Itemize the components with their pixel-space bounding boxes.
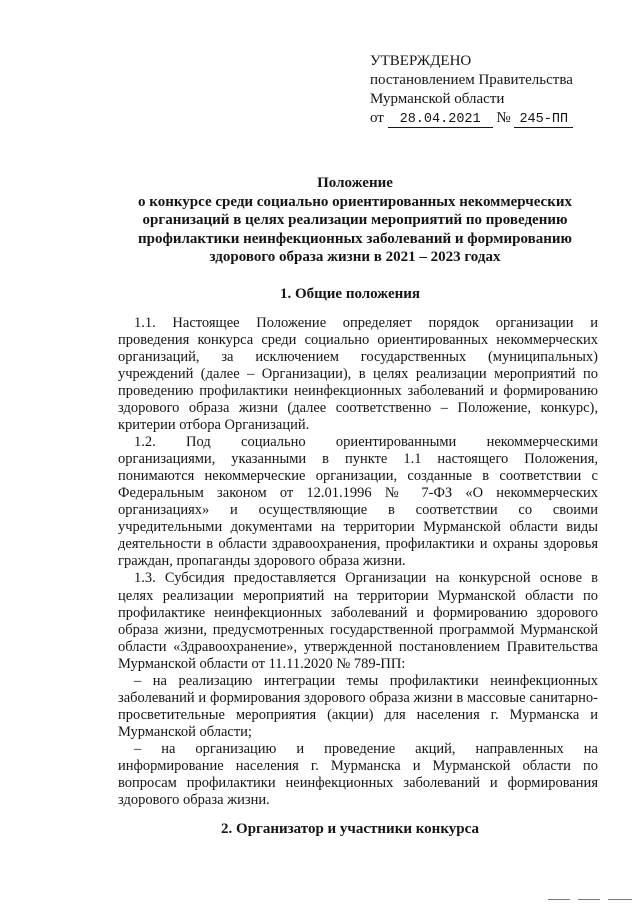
title-line: о конкурсе среди социально ориентированных некоммерческих (138, 193, 572, 210)
paragraph-line: критерии отбора Организаций. (118, 416, 310, 433)
approval-heading: УТВЕРЖДЕНО (370, 53, 472, 69)
paragraph-line: проведению профилактики неинфекционных заболеваний и формированию (118, 382, 598, 399)
date-prefix: от (370, 110, 384, 126)
paragraph-1-2 (118, 434, 598, 571)
approval-date-line (370, 109, 632, 128)
paragraph-1-1 (118, 315, 598, 434)
paragraph-line: – на организацию и проведение акций, направленных на (134, 741, 598, 758)
paragraph-line: Федеральным законом от 12.01.1996 № 7-ФЗ «О некоммерческих (118, 485, 598, 502)
paragraph-line: профилактике неинфекционных заболеваний и формированию здорового (118, 604, 598, 621)
title-line: профилактики неинфекционных заболеваний и формированию (138, 230, 572, 247)
title-line: Положение (317, 175, 393, 191)
paragraph-line: организаций, за исключением государственных (муниципальных) (118, 348, 598, 365)
paragraph-line: 1.3. Субсидия предоставляется Организации на конкурсной основе в (134, 570, 598, 587)
scan-edge-marks (546, 899, 636, 903)
paragraph-line: Мурманской области от 11.11.2020 № 789-ПП: (118, 655, 406, 672)
paragraph-1-3 (118, 570, 598, 672)
list-item (118, 741, 598, 809)
document-title (115, 174, 595, 267)
paragraph-line: учреждений (далее – Организации), в целях реализации мероприятий по (118, 365, 598, 382)
paragraph-line: понимаются некоммерческие организации, созданные в соответствии с (118, 468, 598, 485)
list-item (118, 673, 598, 741)
title-line: организаций в целях реализации мероприятий по проведению (142, 212, 568, 228)
paragraph-line: заболеваний и формирования здорового образа жизни в массовые санитарно- (118, 689, 598, 706)
paragraph-line: здорового образа жизни (далее соответственно – Положение, конкурс), (118, 399, 598, 416)
section-1-body (118, 315, 598, 810)
paragraph-line: проведения конкурса среди социально ориентированных некоммерческих (118, 331, 598, 348)
paragraph-line: граждан, пропаганды здорового образа жизни. (118, 553, 406, 570)
paragraph-line: просветительные мероприятия (акции) для населения г. Мурманска и (118, 706, 598, 723)
paragraph-line: – на реализацию интеграции темы профилактики неинфекционных (134, 672, 598, 689)
paragraph-line: организациями, указанными в пункте 1.1 настоящего Положения, (118, 451, 598, 467)
approval-number: 245-ПП (519, 112, 569, 127)
approval-date-field (388, 111, 493, 128)
paragraph-line: образа жизни, предусмотренных государственной программой Мурманской (118, 621, 598, 638)
number-sign: № (496, 110, 511, 126)
approval-number-field (514, 111, 573, 128)
paragraph-line: 1.1. Настоящее Положение определяет порядок организации и (134, 314, 598, 331)
paragraph-line: 1.2. Под социально ориентированными некоммерческими (134, 433, 598, 450)
paragraph-line: вопросам профилактики неинфекционных заболеваний и формирования (118, 775, 598, 792)
section-1-heading: 1. Общие положения (279, 286, 421, 302)
approval-stamp (370, 52, 632, 128)
paragraph-line: здорового образа жизни. (118, 792, 270, 809)
approval-issuer-line: постановлением Правительства (370, 72, 573, 88)
section-2-heading: 2. Организатор и участники конкурса (221, 821, 479, 837)
title-line: здорового образа жизни в 2021 – 2023 годах (209, 249, 501, 265)
paragraph-line: организациях» и осуществляющие в соответствии со своими (118, 502, 598, 519)
approval-date: 28.04.2021 (399, 112, 481, 127)
approval-issuer-line: Мурманской области (370, 91, 505, 107)
paragraph-line: области «Здравоохранение», утвержденной постановлением Правительства (118, 638, 598, 655)
paragraph-line: информирование населения г. Мурманска и Мурманской области по (118, 758, 598, 775)
paragraph-line: Мурманской области; (118, 724, 252, 740)
paragraph-line: деятельности в области здравоохранения, профилактики и охраны здоровья (118, 536, 598, 553)
paragraph-line: целях реализации мероприятий на территории Мурманской области по (118, 587, 598, 604)
paragraph-line: учредительными документами на территории Мурманской области виды (118, 519, 598, 536)
